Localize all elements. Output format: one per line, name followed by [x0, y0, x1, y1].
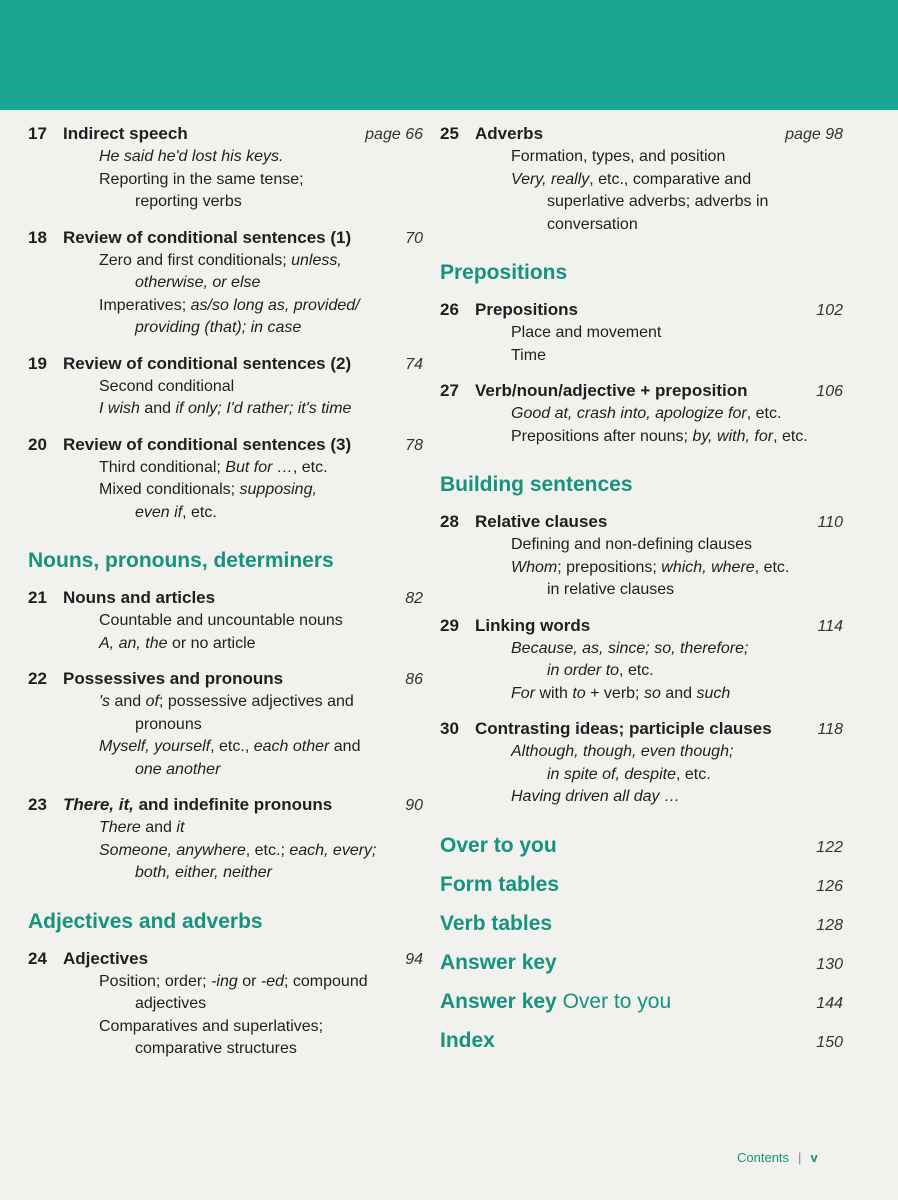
page-number: 110 [817, 514, 843, 531]
unit-number: 24 [28, 948, 47, 968]
toc-entry-25[interactable] [440, 122, 843, 236]
unit-title: Adjectives [63, 948, 149, 968]
topic-line: Although, though, even though; in spite of, despite, etc. [511, 743, 734, 783]
unit-title: Prepositions [475, 300, 578, 319]
toc-entry-17[interactable] [28, 122, 423, 214]
unit-number: 19 [28, 353, 47, 373]
section-heading: Adjectives and adverbs [28, 909, 263, 933]
unit-title: Indirect speech [63, 124, 188, 143]
header-banner [0, 0, 898, 110]
page-number: 102 [816, 302, 843, 319]
page-number: 106 [816, 383, 843, 400]
topic-line: Myself, yourself, etc., each other and one another [99, 738, 361, 778]
unit-title: Contrasting ideas; participle clauses [475, 719, 772, 738]
topic-line: Imperatives; as/so long as, provided/ providing (that); in case [99, 296, 360, 336]
toc-extra-answer-key[interactable]: Answer key 130 [440, 950, 843, 974]
page-number: 86 [405, 671, 423, 688]
toc-entry-26[interactable] [440, 298, 843, 367]
page-number: 94 [405, 950, 423, 968]
topic-line: Because, as, since; so, therefore; in order to, etc. [511, 639, 749, 679]
page-number: 90 [405, 797, 423, 814]
section-heading: Building sentences [440, 473, 633, 496]
page-number: page 66 [365, 126, 423, 143]
page-number: 118 [817, 721, 843, 738]
page-number: 82 [405, 590, 423, 607]
unit-number: 20 [28, 434, 47, 454]
footer-separator: | [798, 1150, 802, 1165]
toc-entry-19[interactable] [28, 352, 423, 421]
topic-line: Very, really, etc., comparative and superlative adverbs; adverbs in conversation [511, 170, 769, 233]
unit-number: 17 [28, 124, 47, 143]
unit-title: There, it, and indefinite pronouns [63, 795, 333, 814]
unit-number: 25 [440, 124, 459, 143]
topic-line: I wish and if only; I'd rather; it's time [99, 400, 352, 417]
unit-title: Review of conditional sentences (3) [63, 434, 352, 454]
topic-line: Defining and non-defining clauses [511, 536, 753, 553]
topic-line: Zero and first conditionals; unless, otherwise, or else [99, 251, 342, 291]
topic-line: Formation, types, and position [511, 148, 726, 165]
page-footer [737, 1150, 818, 1165]
page-number: 78 [405, 436, 423, 454]
unit-number: 18 [28, 227, 47, 247]
topic-line: Prepositions after nouns; by, with, for, etc. [511, 427, 808, 445]
page-number: 74 [405, 355, 423, 373]
page-number: 114 [817, 617, 843, 635]
toc-entry-22[interactable] [28, 667, 423, 781]
unit-title: Possessives and pronouns [63, 669, 284, 688]
section-heading: Prepositions [440, 261, 568, 284]
unit-title: Linking words [475, 615, 591, 635]
toc-right-column [440, 122, 843, 1061]
topic-line: A, an, the or no article [99, 634, 256, 652]
page-number: 70 [405, 229, 423, 247]
toc-extra-form-tables[interactable]: Form tables 126 [440, 872, 843, 896]
unit-number: 23 [28, 795, 47, 814]
unit-number: 21 [28, 588, 47, 607]
topic-line: He said he'd lost his keys. [99, 148, 284, 165]
extras-list [440, 827, 843, 1061]
topic-line: Second conditional [99, 377, 235, 395]
section-heading: Nouns, pronouns, determiners [28, 549, 334, 572]
topic-line: For with to + verb; so and such [511, 684, 731, 702]
toc-entry-29[interactable] [440, 614, 843, 706]
toc-extra-over-to-you[interactable]: Over to you 122 [440, 833, 843, 857]
toc-entry-28[interactable] [440, 510, 843, 602]
unit-title: Nouns and articles [63, 588, 216, 607]
toc-entry-18[interactable] [28, 226, 423, 340]
topic-line: There and it [99, 819, 185, 836]
footer-label: Contents [737, 1150, 790, 1165]
toc-entry-30[interactable] [440, 717, 843, 809]
unit-number: 28 [440, 512, 459, 531]
page-number: page 98 [785, 126, 843, 143]
topic-line: Reporting in the same tense; reporting verbs [99, 170, 304, 210]
unit-title: Verb/noun/adjective + preposition [475, 381, 748, 400]
unit-number: 30 [440, 719, 459, 738]
toc-entry-23[interactable] [28, 793, 423, 885]
unit-number: 27 [440, 381, 459, 400]
topic-line: Good at, crash into, apologize for, etc. [511, 405, 782, 422]
unit-title: Review of conditional sentences (1) [63, 227, 352, 247]
toc-entry-20[interactable] [28, 433, 423, 525]
topic-line: Comparatives and superlatives; comparative structures [99, 1017, 324, 1057]
unit-title: Adverbs [475, 124, 544, 143]
topic-line: Someone, anywhere, etc.; each, every; both, either, neither [99, 841, 377, 881]
unit-number: 26 [440, 300, 459, 319]
topic-line: Place and movement [511, 324, 662, 341]
unit-title: Relative clauses [475, 512, 608, 531]
toc-entry-21[interactable] [28, 586, 423, 655]
toc-extra-index[interactable]: Index 150 [440, 1028, 843, 1052]
topic-line: 's and of; possessive adjectives and pronouns [99, 693, 354, 733]
footer-page-number: v [810, 1150, 818, 1165]
topic-line: Mixed conditionals; supposing, even if, etc. [99, 481, 317, 521]
topic-line: Time [511, 346, 546, 364]
topic-line: Position; order; -ing or -ed; compound adjectives [99, 972, 368, 1012]
toc-entry-27[interactable] [440, 379, 843, 448]
topic-line: Third conditional; But for …, etc. [99, 458, 328, 476]
unit-number: 29 [440, 615, 459, 635]
topic-line: Whom; prepositions; which, where, etc. in relative clauses [511, 558, 790, 598]
unit-title: Review of conditional sentences (2) [63, 353, 352, 373]
topic-line: Countable and uncountable nouns [99, 612, 343, 629]
toc-left-column [28, 122, 423, 1073]
unit-number: 22 [28, 669, 47, 688]
toc-entry-24[interactable] [28, 947, 423, 1061]
toc-extra-verb-tables[interactable]: Verb tables 128 [440, 911, 843, 935]
toc-extra-answer-key-over-to-you[interactable]: Answer key Over to you 144 [440, 989, 843, 1013]
topic-line: Having driven all day … [511, 788, 680, 805]
